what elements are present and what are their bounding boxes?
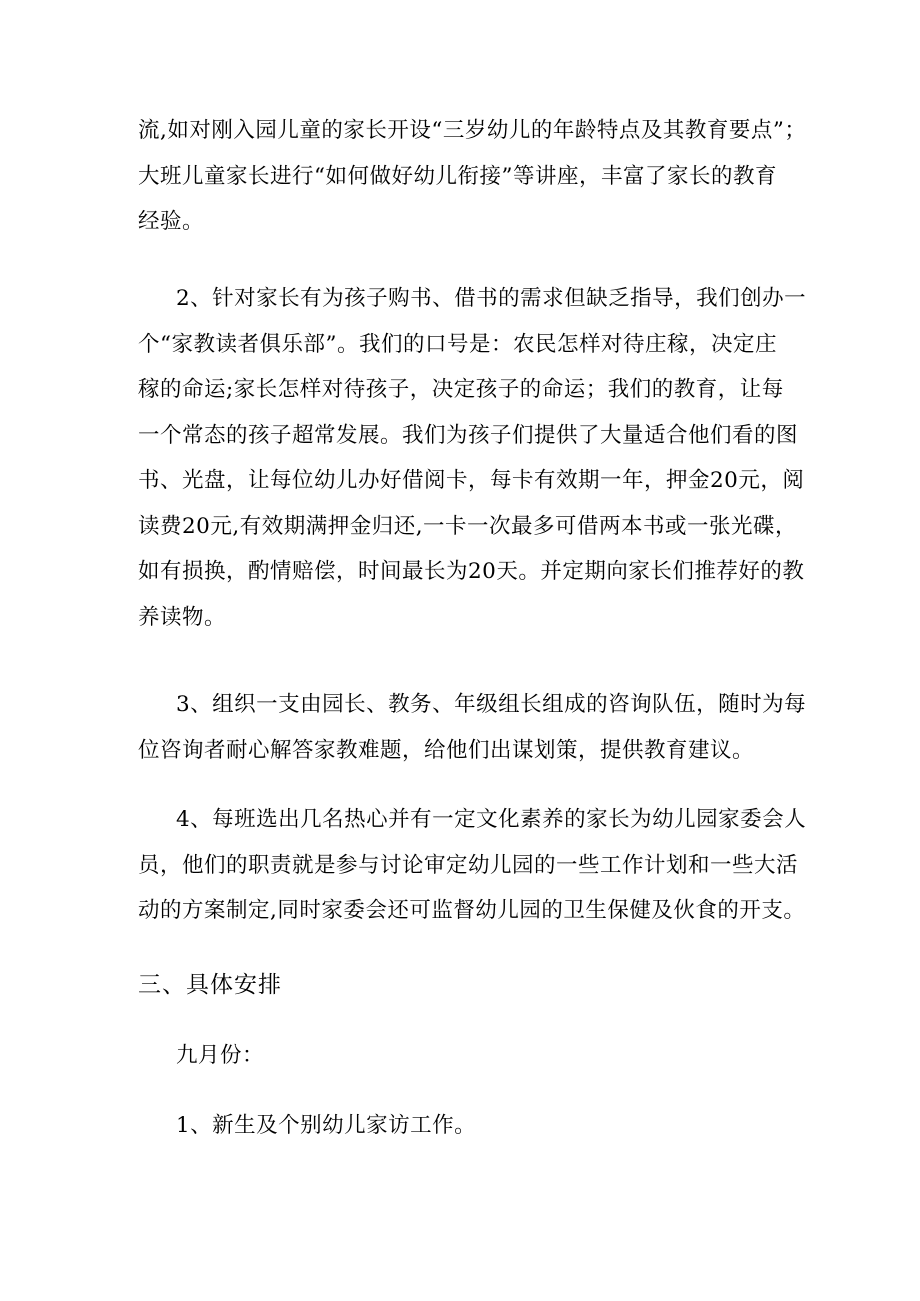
paragraph-item-4 <box>138 797 807 934</box>
schedule-item: 1、新生及个别幼儿家访工作。 <box>176 1113 477 1138</box>
paragraph-item-3 <box>138 682 807 773</box>
section-heading: 三、具体安排 <box>138 972 282 998</box>
paragraph-intro-continuation <box>138 108 807 245</box>
text-line: 养读物。 <box>138 604 227 630</box>
text-line: 书、光盘，让每位幼儿办好借阅卡，每卡有效期一年，押金20元，阅 <box>138 468 805 493</box>
text-line: 员，他们的职责就是参与讨论审定幼儿园的一些工作计划和一些大活 <box>138 852 799 878</box>
text-line: 2、针对家长有为孩子购书、借书的需求但缺乏指导，我们创办一 <box>176 286 807 311</box>
paragraph-item-2 <box>138 276 807 640</box>
text-line: 位咨询者耐心解答家教难题，给他们出谋划策，提供教育建议。 <box>138 737 755 763</box>
text-line: 稼的命运;家长怎样对待孩子，决定孩子的命运；我们的教育，让每 <box>138 377 784 402</box>
text-line: 流,如对刚入园儿童的家长开设“三岁幼儿的年龄特点及其教育要点”； <box>138 118 807 143</box>
text-line: 4、每班选出几名热心并有一定文化素养的家长为幼儿园家委会人 <box>176 807 807 832</box>
text-line: 读费20元,有效期满押金归还,一卡一次最多可借两本书或一张光碟， <box>138 513 798 539</box>
text-line: 如有损换，酌情赔偿，时间最长为20天。并定期向家长们推荐好的教 <box>138 559 805 584</box>
text-line: 大班儿童家长进行“如何做好幼儿衔接”等讲座，丰富了家长的教育 <box>138 163 777 189</box>
text-line: 3、组织一支由园长、教务、年级组长组成的咨询队伍，随时为每 <box>176 692 807 717</box>
text-line: 一个常态的孩子超常发展。我们为孩子们提供了大量适合他们看的图 <box>138 422 799 448</box>
text-line: 动的方案制定,同时家委会还可监督幼儿园的卫生保健及伙食的开支。 <box>138 898 806 923</box>
text-line: 经验。 <box>138 209 205 234</box>
month-label: 九月份： <box>176 1043 265 1068</box>
text-line: 个“家教读者俱乐部”。我们的口号是：农民怎样对待庄稼，决定庄 <box>138 331 777 357</box>
